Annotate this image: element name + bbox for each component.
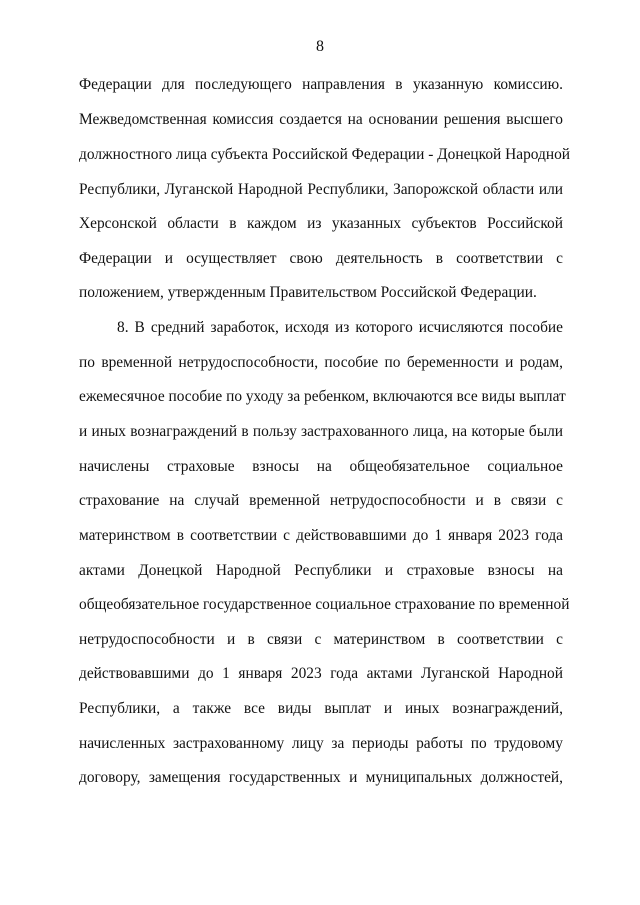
text-line: начисленных застрахованному лицу за периоды работы по трудовому [79,735,563,752]
text-line: положением, утвержденным Правительством Российской Федерации. [79,284,537,301]
text-line: Республики, Луганской Народной Республики, Запорожской области или [79,181,563,198]
text-line: договору, замещения государственных и муниципальных должностей, [79,769,563,786]
text-line: материнством в соответствии с действовавшими до 1 января 2023 года [79,527,563,544]
text-line: Межведомственная комиссия создается на основании решения высшего [79,111,563,128]
text-line: общеобязательное государственное социальное страхование по временной [79,596,570,613]
text-line: действовавшими до 1 января 2023 года актами Луганской Народной [79,665,563,682]
text-line: начислены страховые взносы на общеобязательное социальное [79,458,563,475]
text-line: Херсонской области в каждом из указанных субъектов Российской [79,215,563,232]
text-line: по временной нетрудоспособности, пособие по беременности и родам, [79,354,563,371]
text-line: должностного лица субъекта Российской Федерации - Донецкой Народной [79,146,571,163]
page-number: 8 [316,38,324,55]
text-line: Федерации и осуществляет свою деятельность в соответствии с [79,250,563,267]
text-line: ежемесячное пособие по уходу за ребенком, включаются все виды выплат [79,388,566,405]
text-line: и иных вознаграждений в пользу застрахованного лица, на которые были [79,423,563,440]
text-line: нетрудоспособности и в связи с материнством в соответствии с [79,631,563,648]
text-line: страхование на случай временной нетрудоспособности и в связи с [79,492,563,509]
text-line: актами Донецкой Народной Республики и страховые взносы на [79,562,563,579]
text-line: Федерации для последующего направления в указанную комиссию. [79,76,563,93]
paragraph-start-line: 8. В средний заработок, исходя из которого исчисляются пособие [117,319,563,336]
text-line: Республики, а также все виды выплат и иных вознаграждений, [79,700,563,717]
